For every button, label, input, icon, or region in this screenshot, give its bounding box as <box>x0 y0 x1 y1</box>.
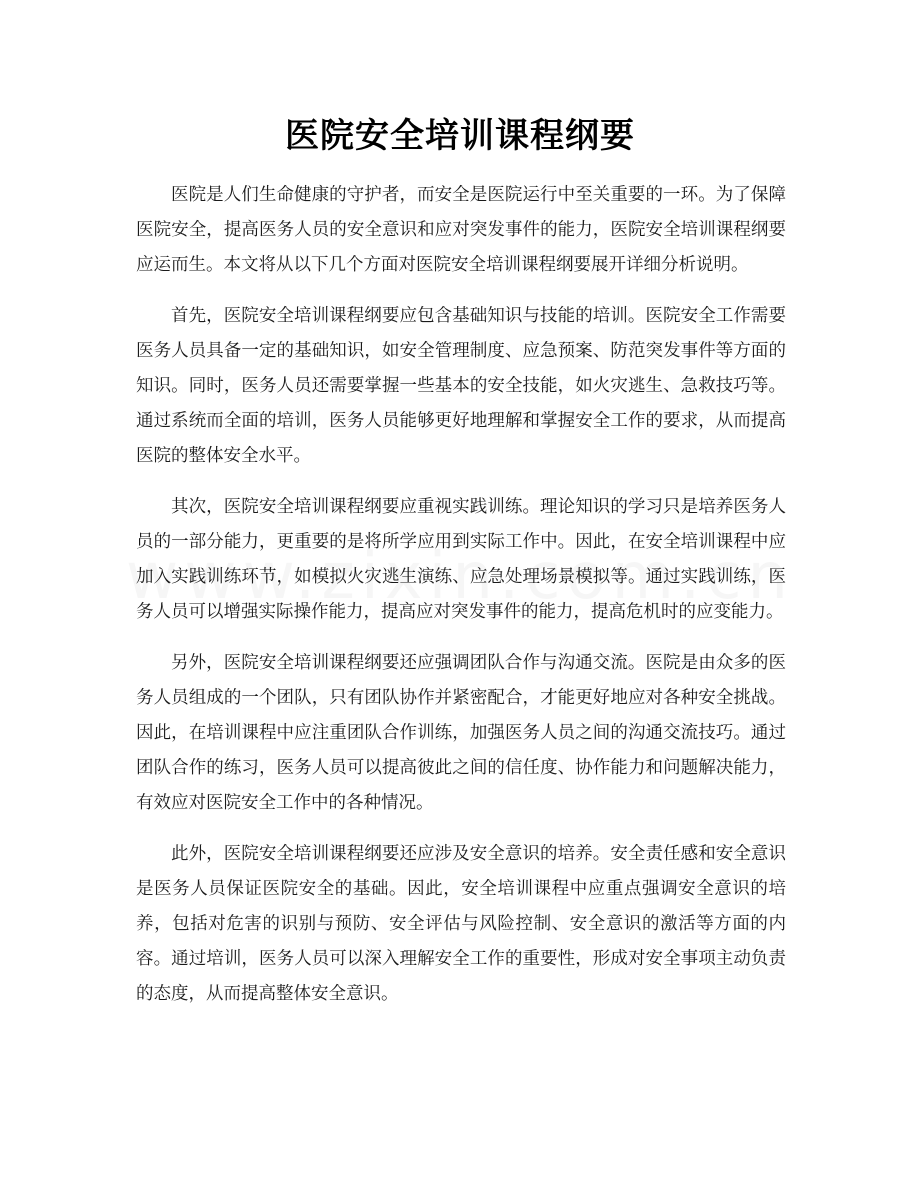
paragraph-first: 首先，医院安全培训课程纲要应包含基础知识与技能的培训。医院安全工作需要医务人员具备一定的基础知识，如安全管理制度、应急预案、防范突发事件等方面的知识。同时，医务人员还需要掌握一些基本的安全技能，如火灾逃生、急救技巧等。通过系统而全面的培训，医务人员能够更好地理解和掌握安全工作的要求，从而提高医院的整体安全水平。 <box>136 306 786 466</box>
paragraph-intro: 医院是人们生命健康的守护者，而安全是医院运行中至关重要的一环。为了保障医院安全，提高医务人员的安全意识和应对突发事件的能力，医院安全培训课程纲要应运而生。本文将从以下几个方面对医院安全培训课程纲要展开详细分析说明。 <box>136 185 786 275</box>
paragraph-third: 另外，医院安全培训课程纲要还应强调团队合作与沟通交流。医院是由众多的医务人员组成的一个团队，只有团队协作并紧密配合，才能更好地应对各种安全挑战。因此，在培训课程中应注重团队合作训练，加强医务人员之间的沟通交流技巧。通过团队合作的练习，医务人员可以提高彼此之间的信任度、协作能力和问题解决能力，有效应对医院安全工作中的各种情况。 <box>136 653 786 813</box>
paragraph-fourth: 此外，医院安全培训课程纲要还应涉及安全意识的培养。安全责任感和安全意识是医务人员保证医院安全的基础。因此，安全培训课程中应重点强调安全意识的培养，包括对危害的识别与预防、安全评估与风险控制、安全意识的激活等方面的内容。通过培训，医务人员可以深入理解安全工作的重要性，形成对安全事项主动负责的态度，从而提高整体安全意识。 <box>136 844 786 1004</box>
paragraph-second: 其次，医院安全培训课程纲要应重视实践训练。理论知识的学习只是培养医务人员的一部分能力，更重要的是将所学应用到实际工作中。因此，在安全培训课程中应加入实践训练环节，如模拟火灾逃生演练、应急处理场景模拟等。通过实践训练，医务人员可以增强实际操作能力，提高应对突发事件的能力，提高危机时的应变能力。 <box>136 497 786 622</box>
document-title: 医院安全培训课程纲要 <box>285 116 635 156</box>
document-body <box>136 178 786 1028</box>
